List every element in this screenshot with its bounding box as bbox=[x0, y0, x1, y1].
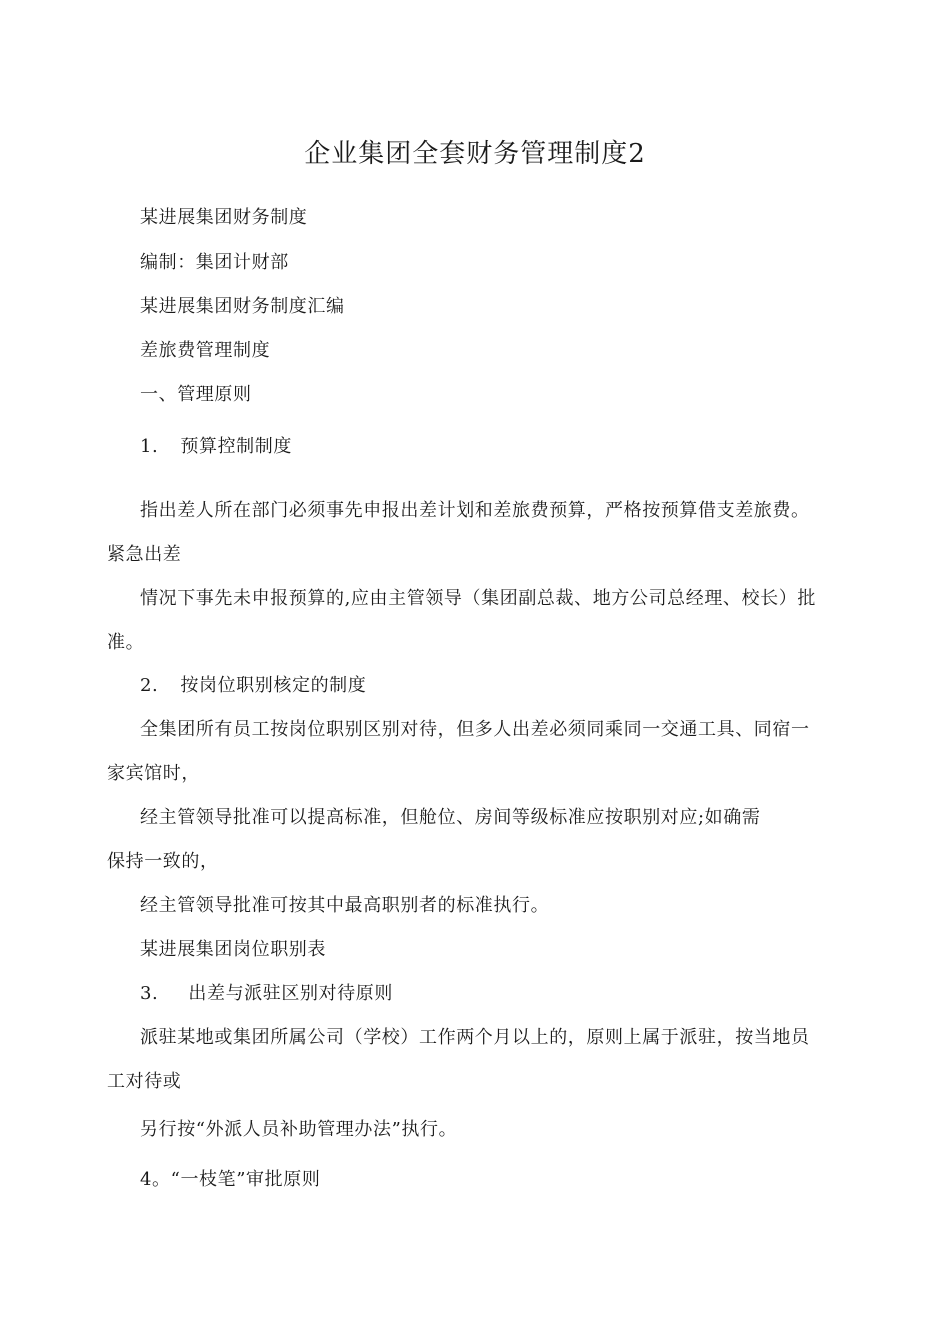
item-text: 按岗位职别核定的制度 bbox=[180, 675, 367, 696]
item-number: 3. bbox=[140, 983, 159, 1004]
item-text: 出差与派驻区别对待原则 bbox=[188, 983, 393, 1004]
paragraph-posting-line1: 派驻某地或集团所属公司（学校）工作两个月以上的，原则上属于派驻，按当地员 bbox=[140, 1027, 810, 1048]
paragraph-approval-line2: 准。 bbox=[107, 632, 145, 653]
paragraph-rank-line1: 全集团所有员工按岗位职别区别对待，但多人出差必须同乘同一交通工具、同宿一 bbox=[140, 719, 810, 740]
subheading-budget-control bbox=[140, 434, 292, 460]
paragraph-rank-line4: 保持一致的， bbox=[107, 851, 219, 872]
item-text: 预算控制制度 bbox=[180, 436, 292, 457]
paragraph-compiled-by: 编制：集团计财部 bbox=[140, 252, 289, 273]
section-heading-management-principles: 一、管理原则 bbox=[140, 384, 252, 405]
paragraph-posting-line2: 工对待或 bbox=[107, 1071, 182, 1092]
subheading-single-pen-approval: 4。“一枝笔”审批原则 bbox=[140, 1169, 321, 1190]
paragraph-posting-line3: 另行按“外派人员补助管理办法”执行。 bbox=[140, 1119, 458, 1140]
paragraph-budget-requirement: 指出差人所在部门必须事先申报出差计划和差旅费预算，严格按预算借支差旅费。 bbox=[140, 500, 810, 521]
paragraph-rank-line3: 经主管领导批准可以提高标准，但舱位、房间等级标准应按职别对应;如确需 bbox=[140, 807, 761, 828]
subheading-travel-vs-posting bbox=[140, 981, 393, 1007]
subheading-position-rank bbox=[140, 673, 366, 699]
paragraph-urgent-travel: 紧急出差 bbox=[107, 544, 182, 565]
paragraph-rank-line5: 经主管领导批准可按其中最高职别者的标准执行。 bbox=[140, 895, 550, 916]
item-number: 2. bbox=[140, 675, 159, 696]
paragraph-compilation-title: 某进展集团财务制度汇编 bbox=[140, 296, 345, 317]
document-title: 企业集团全套财务管理制度2 bbox=[304, 139, 646, 169]
section-heading-travel-expense: 差旅费管理制度 bbox=[140, 340, 271, 361]
paragraph-rank-table-title: 某进展集团岗位职别表 bbox=[140, 939, 326, 960]
paragraph-rank-line2: 家宾馆时， bbox=[107, 763, 200, 784]
paragraph-approval-line1: 情况下事先未申报预算的,应由主管领导（集团副总裁、地方公司总经理、校长）批 bbox=[140, 588, 816, 609]
item-number: 1. bbox=[140, 436, 159, 457]
paragraph-company-finance-system: 某进展集团财务制度 bbox=[140, 207, 308, 228]
